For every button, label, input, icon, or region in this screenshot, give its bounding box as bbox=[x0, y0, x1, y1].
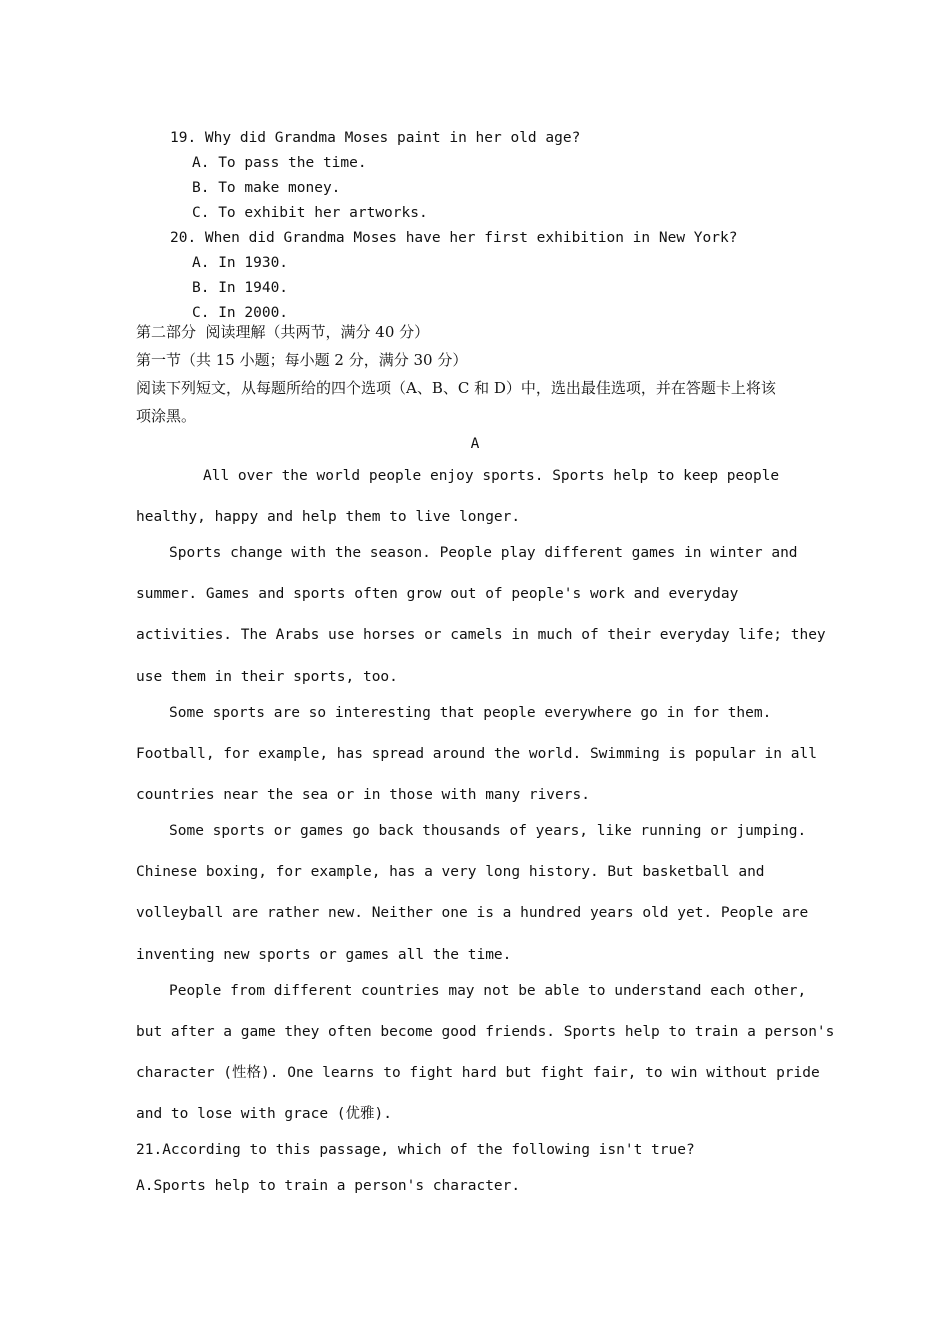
passage-line: countries near the sea or in those with many rivers. bbox=[136, 787, 590, 803]
passage-line: healthy, happy and help them to live longer. bbox=[136, 509, 521, 525]
passage-line: summer. Games and sports often grow out of people's work and everyday bbox=[136, 586, 739, 602]
passage-line: inventing new sports or games all the time. bbox=[136, 947, 512, 963]
passage-line: activities. The Arabs use horses or camels in much of their everyday life; they bbox=[136, 627, 826, 643]
question-21-option-a: A.Sports help to train a person's character. bbox=[136, 1178, 521, 1194]
passage-label: A bbox=[470, 436, 480, 452]
question-19-stem: 19. Why did Grandma Moses paint in her old age? bbox=[170, 130, 581, 146]
passage-line: Sports change with the season. People play different games in winter and bbox=[169, 545, 798, 561]
question-19-option-b: B. To make money. bbox=[192, 180, 341, 196]
passage-line: Some sports are so interesting that people everywhere go in for them. bbox=[169, 705, 772, 721]
passage-line: character (性格). One learns to fight hard but fight fair, to win without pride bbox=[136, 1065, 820, 1081]
question-20-option-b: B. In 1940. bbox=[192, 280, 289, 296]
passage-line: but after a game they often become good friends. Sports help to train a person's bbox=[136, 1024, 835, 1040]
passage-line: and to lose with grace (优雅). bbox=[136, 1106, 392, 1122]
question-19-option-a: A. To pass the time. bbox=[192, 155, 367, 171]
instructions-line-1: 阅读下列短文，从每题所给的四个选项（A、B、C 和 D）中，选出最佳选项，并在答题卡上将该 bbox=[136, 379, 776, 397]
passage-line: Chinese boxing, for example, has a very long history. But basketball and bbox=[136, 864, 765, 880]
question-21-stem: 21.According to this passage, which of the following isn't true? bbox=[136, 1142, 695, 1158]
passage-line: All over the world people enjoy sports. Sports help to keep people bbox=[203, 468, 780, 484]
passage-line: People from different countries may not be able to understand each other, bbox=[169, 983, 807, 999]
question-20-option-a: A. In 1930. bbox=[192, 255, 289, 271]
passage-line: use them in their sports, too. bbox=[136, 669, 398, 685]
question-20-stem: 20. When did Grandma Moses have her first exhibition in New York? bbox=[170, 230, 738, 246]
section-one-heading: 第一节（共 15 小题；每小题 2 分，满分 30 分） bbox=[136, 351, 468, 369]
question-19-option-c: C. To exhibit her artworks. bbox=[192, 205, 428, 221]
passage-line: Some sports or games go back thousands of years, like running or jumping. bbox=[169, 823, 807, 839]
passage-line: Football, for example, has spread around the world. Swimming is popular in all bbox=[136, 746, 817, 762]
part-two-heading: 第二部分 阅读理解（共两节，满分 40 分） bbox=[136, 323, 430, 341]
passage-line: volleyball are rather new. Neither one is a hundred years old yet. People are bbox=[136, 905, 809, 921]
question-20-option-c: C. In 2000. bbox=[192, 305, 289, 321]
instructions-line-2: 项涂黑。 bbox=[136, 407, 197, 425]
